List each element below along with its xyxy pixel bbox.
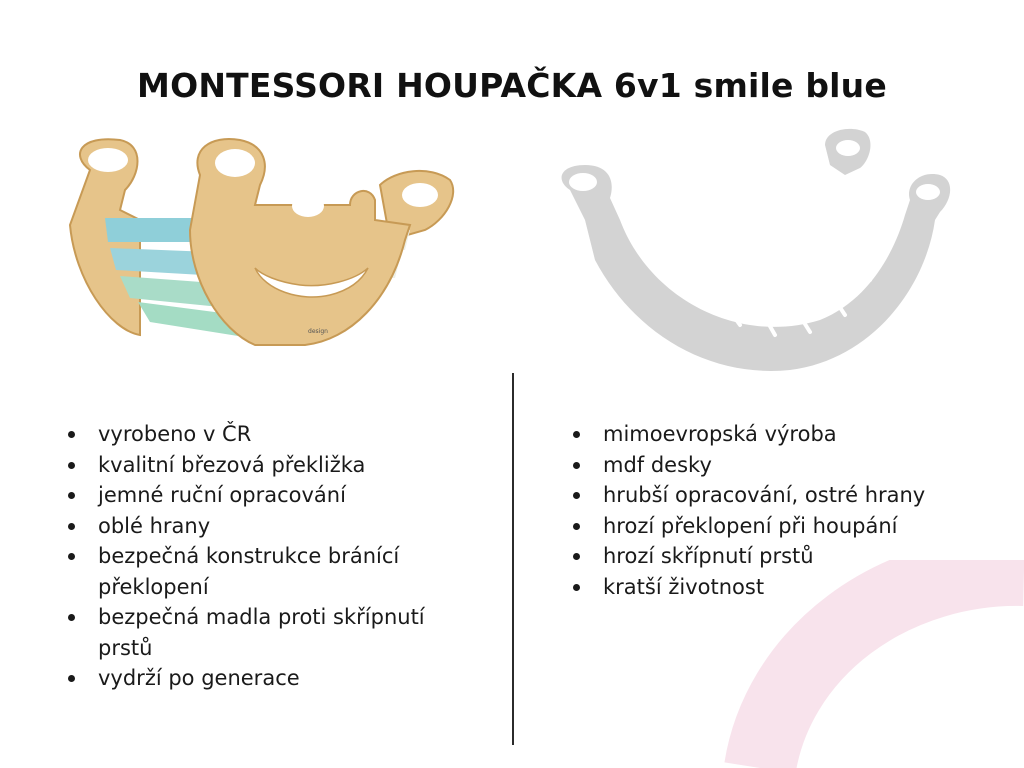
- list-item: vyrobeno v ČR: [64, 419, 484, 450]
- right-feature-list: [569, 419, 1009, 602]
- list-item: bezpečná konstrukce bránící překlopení: [64, 541, 484, 602]
- rocker-front-side: [190, 139, 410, 345]
- page-title: MONTESSORI HOUPAČKA 6v1 smile blue: [137, 66, 887, 106]
- list-item: oblé hrany: [64, 511, 484, 542]
- list-item: kvalitní březová překližka: [64, 450, 484, 481]
- wooden-rocker-image: [50, 130, 480, 355]
- list-item: hrozí překlopení při houpání: [569, 511, 1009, 542]
- list-item: hrozí skřípnutí prstů: [569, 541, 1009, 572]
- left-feature-list: [64, 419, 484, 694]
- list-item: mimoevropská výroba: [569, 419, 1009, 450]
- list-item: mdf desky: [569, 450, 1009, 481]
- list-item: jemné ruční opracování: [64, 480, 484, 511]
- list-item: kratší životnost: [569, 572, 1009, 603]
- brand-logo-text: design: [308, 328, 328, 335]
- list-item: bezpečná madla proti skřípnutí prstů: [64, 602, 484, 663]
- generic-rocker-silhouette: [540, 120, 960, 380]
- list-item: hrubší opracování, ostré hrany: [569, 480, 1009, 511]
- list-item: vydrží po generace: [64, 663, 484, 694]
- column-divider: [512, 373, 514, 745]
